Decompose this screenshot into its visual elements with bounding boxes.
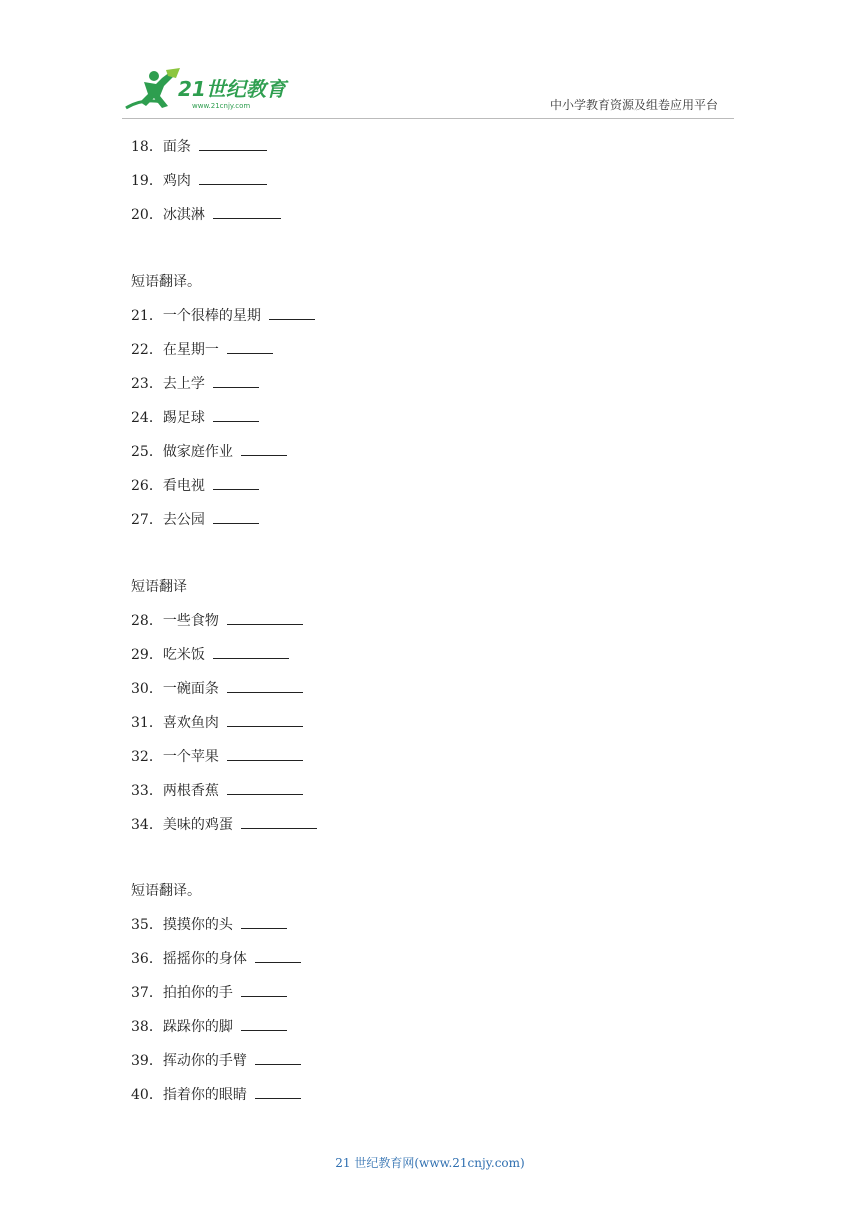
list-item: 23．去上学 — [131, 375, 259, 393]
platform-name: 中小学教育资源及组卷应用平台 — [550, 98, 719, 112]
list-item: 24．踢足球 — [131, 409, 259, 427]
answer-blank[interactable] — [227, 782, 303, 795]
answer-blank[interactable] — [241, 816, 317, 829]
answer-blank[interactable] — [213, 206, 281, 219]
runner-logo-icon — [122, 68, 292, 116]
answer-blank[interactable] — [241, 916, 287, 929]
list-item: 21．一个很棒的星期 — [131, 307, 315, 325]
list-item: 22．在星期一 — [131, 341, 273, 359]
list-item: 27．去公园 — [131, 511, 259, 529]
answer-blank[interactable] — [213, 646, 289, 659]
list-item: 26．看电视 — [131, 477, 259, 495]
list-item: 18．面条 — [131, 138, 267, 156]
answer-blank[interactable] — [241, 984, 287, 997]
page-footer: 21 世纪教育网(www.21cnjy.com) — [335, 1156, 525, 1170]
answer-blank[interactable] — [213, 409, 259, 422]
answer-blank[interactable] — [255, 1086, 301, 1099]
list-item: 39．挥动你的手臂 — [131, 1052, 301, 1070]
answer-blank[interactable] — [199, 172, 267, 185]
list-item: 30．一碗面条 — [131, 680, 303, 698]
page-header — [0, 0, 860, 130]
section-title: 短语翻译。 — [131, 883, 201, 899]
list-item: 33．两根香蕉 — [131, 782, 303, 800]
list-item: 34．美味的鸡蛋 — [131, 816, 317, 834]
answer-blank[interactable] — [227, 714, 303, 727]
list-item: 40．指着你的眼睛 — [131, 1086, 301, 1104]
answer-blank[interactable] — [227, 341, 273, 354]
answer-blank[interactable] — [213, 511, 259, 524]
site-logo — [122, 68, 292, 116]
answer-blank[interactable] — [199, 138, 267, 151]
answer-blank[interactable] — [241, 443, 287, 456]
list-item: 32．一个苹果 — [131, 748, 303, 766]
answer-blank[interactable] — [213, 375, 259, 388]
list-item: 36．摇摇你的身体 — [131, 950, 301, 968]
answer-blank[interactable] — [255, 950, 301, 963]
list-item: 35．摸摸你的头 — [131, 916, 287, 934]
answer-blank[interactable] — [227, 748, 303, 761]
answer-blank[interactable] — [213, 477, 259, 490]
header-divider — [122, 118, 734, 119]
answer-blank[interactable] — [269, 307, 315, 320]
list-item: 28．一些食物 — [131, 612, 303, 630]
section-title: 短语翻译 — [131, 579, 187, 595]
logo-text: 21世纪教育 — [178, 77, 286, 101]
answer-blank[interactable] — [227, 612, 303, 625]
answer-blank[interactable] — [227, 680, 303, 693]
list-item: 38．跺跺你的脚 — [131, 1018, 287, 1036]
list-item: 29．吃米饭 — [131, 646, 289, 664]
answer-blank[interactable] — [255, 1052, 301, 1065]
list-item: 31．喜欢鱼肉 — [131, 714, 303, 732]
logo-subtext: www.21cnjy.com — [192, 102, 251, 110]
list-item: 19．鸡肉 — [131, 172, 267, 190]
list-item: 20．冰淇淋 — [131, 206, 281, 224]
answer-blank[interactable] — [241, 1018, 287, 1031]
list-item: 37．拍拍你的手 — [131, 984, 287, 1002]
section-title: 短语翻译。 — [131, 274, 201, 290]
list-item: 25．做家庭作业 — [131, 443, 287, 461]
